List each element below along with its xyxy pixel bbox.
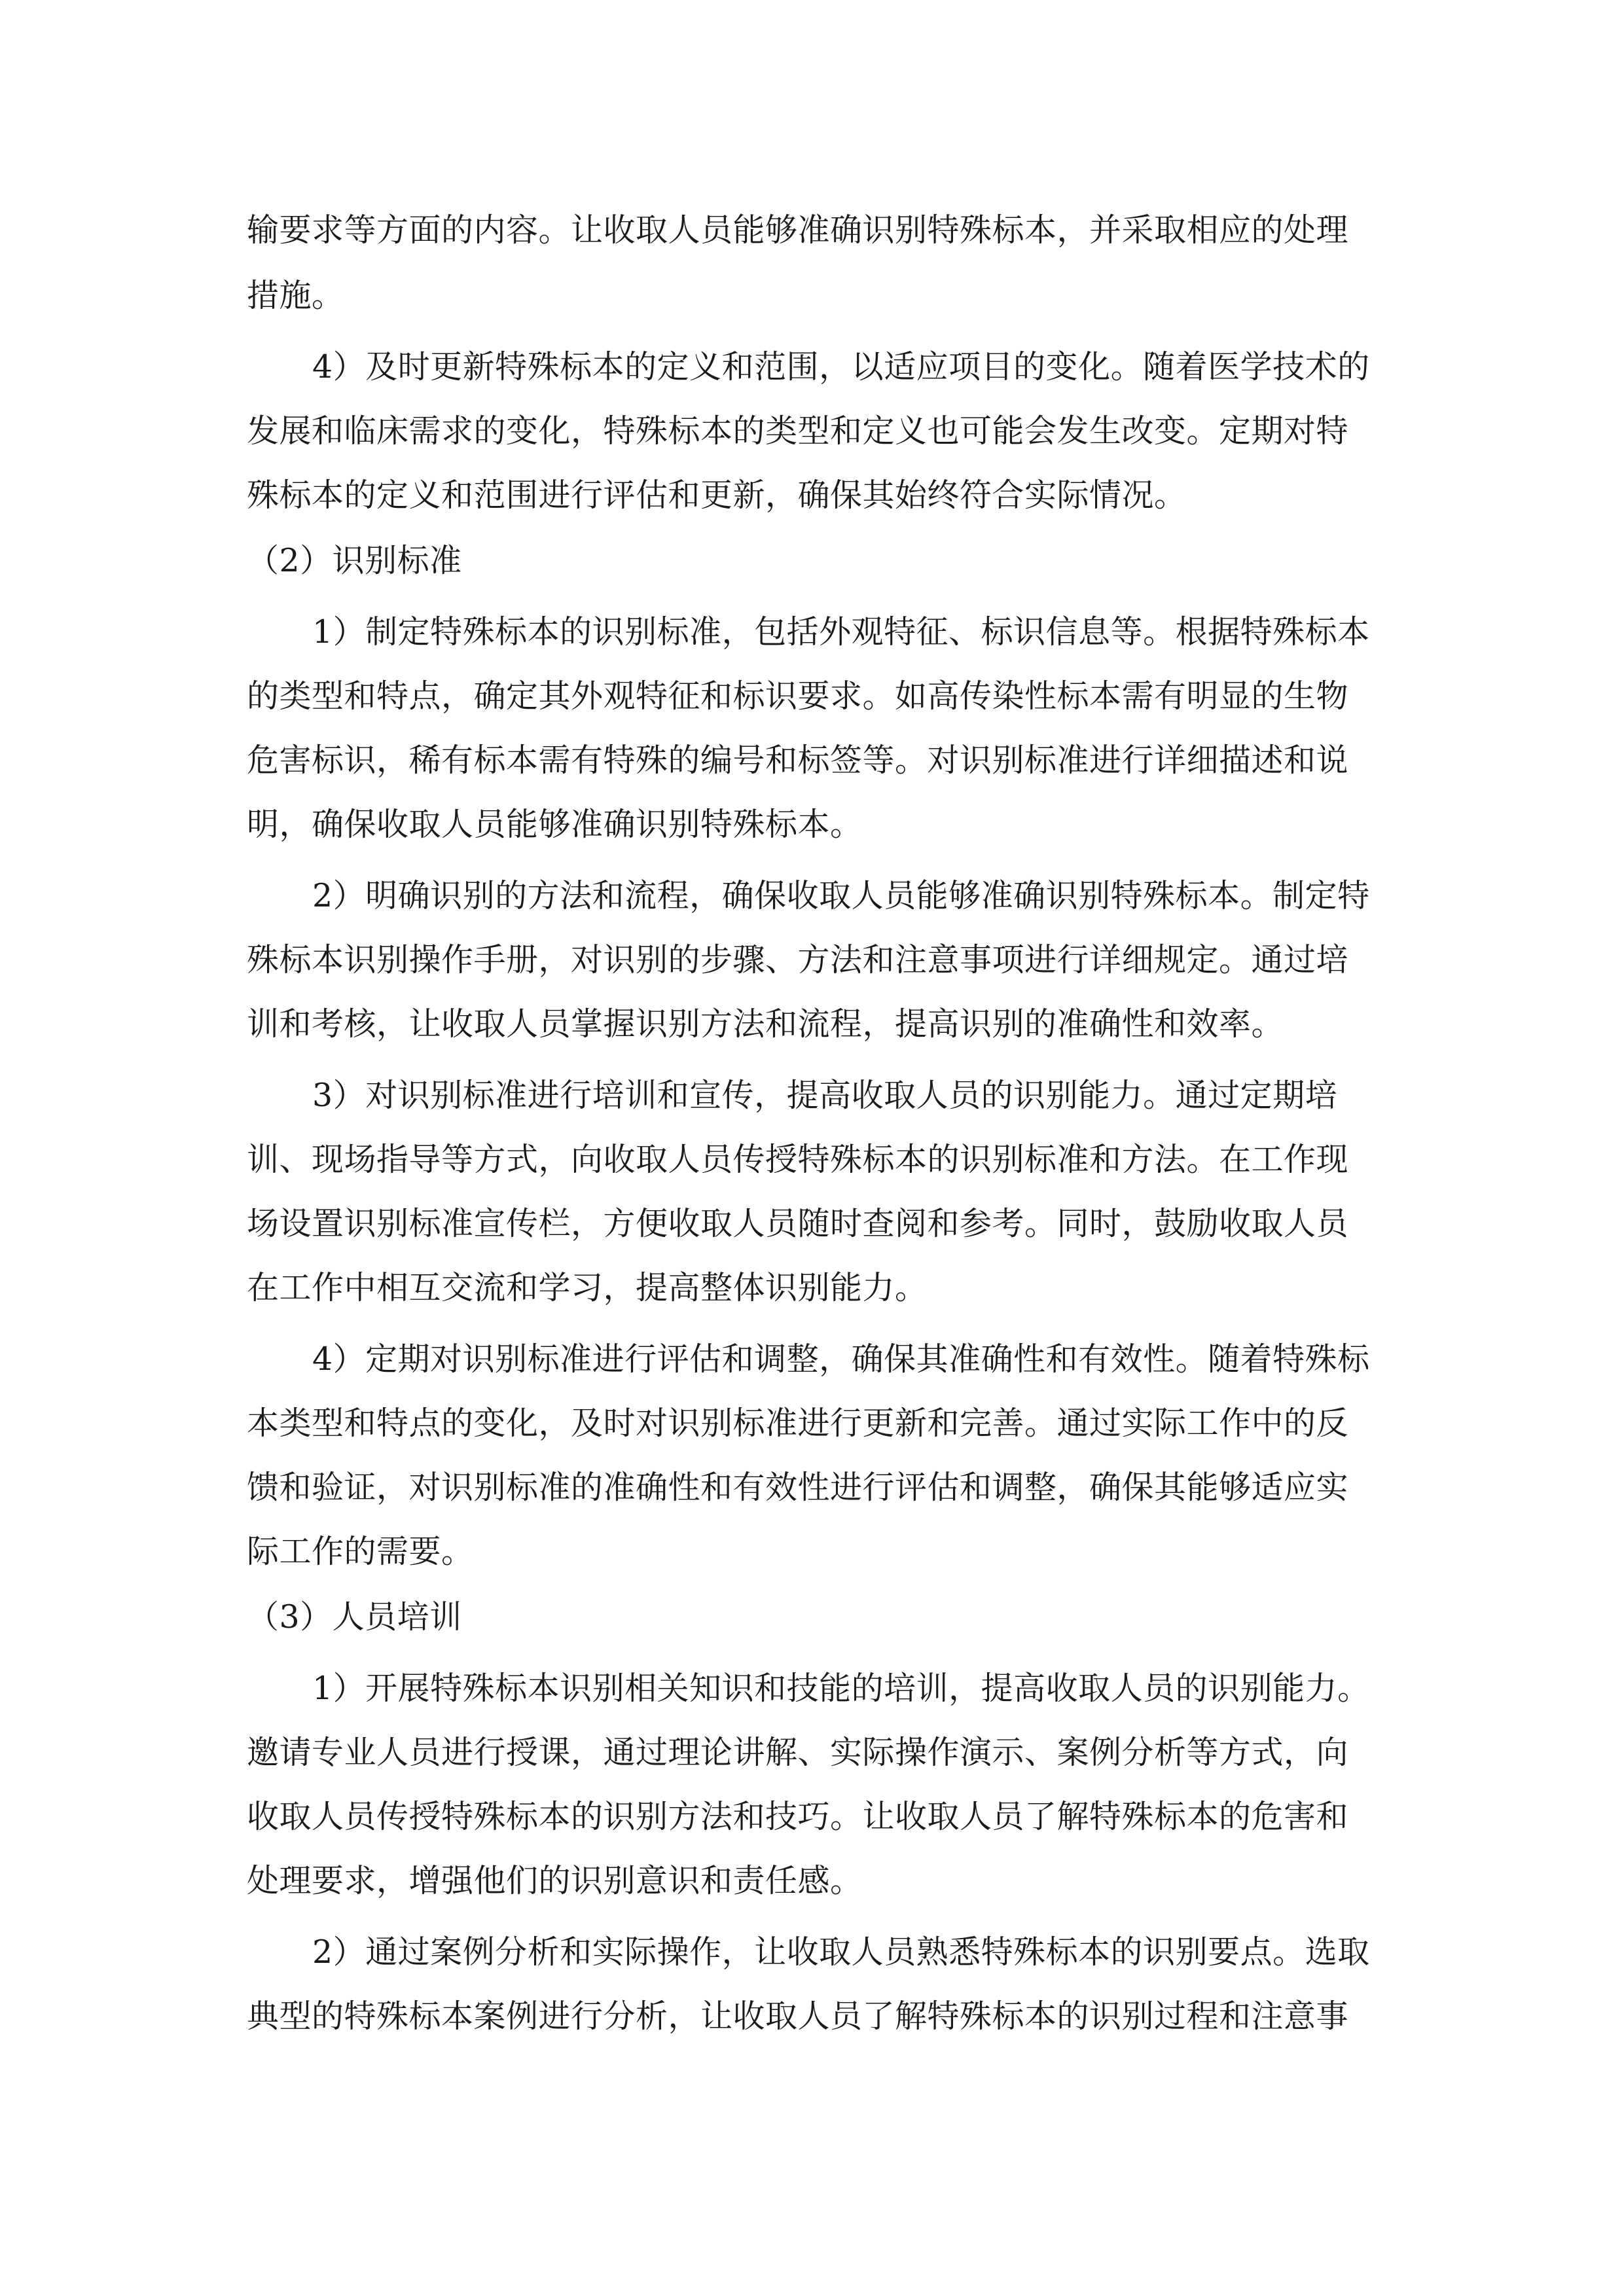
text-line: 典型的特殊标本案例进行分析，让收取人员了解特殊标本的识别过程和注意事 [247,1998,1349,2035]
text-line: 4）定期对识别标准进行评估和调整，确保其准确性和有效性。随着特殊标 [312,1340,1370,1378]
text-line: 收取人员传授特殊标本的识别方法和技巧。让收取人员了解特殊标本的危害和 [247,1798,1349,1835]
text-line: 2）明确识别的方法和流程，确保收取人员能够准确识别特殊标本。制定特 [312,877,1370,914]
section-heading: （2）识别标准 [247,542,462,579]
text-line: 输要求等方面的内容。让收取人员能够准确识别特殊标本，并采取相应的处理 [247,211,1349,249]
text-line: 殊标本识别操作手册，对识别的步骤、方法和注意事项进行详细规定。通过培 [247,941,1349,978]
section-heading: （3）人员培训 [247,1598,462,1636]
text-line: 馈和验证，对识别标准的准确性和有效性进行评估和调整，确保其能够适应实 [247,1469,1349,1506]
text-line: 场设置识别标准宣传栏，方便收取人员随时查阅和参考。同时，鼓励收取人员 [247,1205,1349,1242]
text-line: 危害标识，稀有标本需有特殊的编号和标签等。对识别标准进行详细描述和说 [247,742,1349,779]
text-line: 本类型和特点的变化，及时对识别标准进行更新和完善。通过实际工作中的反 [247,1405,1349,1442]
text-line: 3）对识别标准进行培训和宣传，提高收取人员的识别能力。通过定期培 [312,1077,1338,1114]
text-line: 措施。 [247,277,344,314]
text-line: 邀请专业人员进行授课，通过理论讲解、实际操作演示、案例分析等方式，向 [247,1734,1349,1771]
text-line: 明，确保收取人员能够准确识别特殊标本。 [247,806,863,843]
text-line: 训、现场指导等方式，向收取人员传授特殊标本的识别标准和方法。在工作现 [247,1141,1349,1178]
text-line: 在工作中相互交流和学习，提高整体识别能力。 [247,1269,928,1306]
text-line: 1）制定特殊标本的识别标准，包括外观特征、标识信息等。根据特殊标本 [312,613,1370,651]
text-line: 殊标本的定义和范围进行评估和更新，确保其始终符合实际情况。 [247,476,1187,514]
text-line: 1）开展特殊标本识别相关知识和技能的培训，提高收取人员的识别能力。 [312,1670,1370,1707]
text-line: 训和考核，让收取人员掌握识别方法和流程，提高识别的准确性和效率。 [247,1005,1284,1043]
text-line: 发展和临床需求的变化，特殊标本的类型和定义也可能会发生改变。定期对特 [247,412,1349,450]
text-line: 际工作的需要。 [247,1533,474,1570]
text-line: 处理要求，增强他们的识别意识和责任感。 [247,1862,863,1899]
text-line: 4）及时更新特殊标本的定义和范围，以适应项目的变化。随着医学技术的 [312,348,1370,386]
text-line: 的类型和特点，确定其外观特征和标识要求。如高传染性标本需有明显的生物 [247,677,1349,715]
text-line: 2）通过案例分析和实际操作，让收取人员熟悉特殊标本的识别要点。选取 [312,1933,1370,1971]
